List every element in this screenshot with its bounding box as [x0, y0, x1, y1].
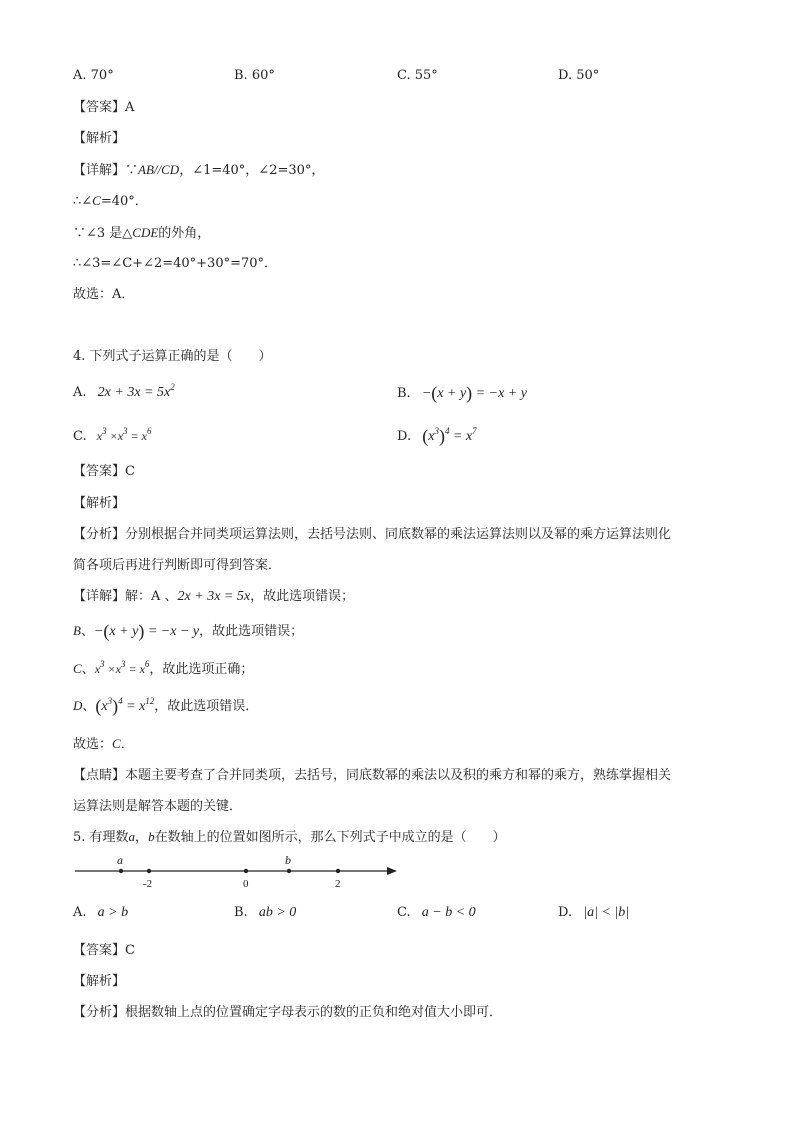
- label-0: 0: [243, 878, 249, 890]
- label-2: 2: [335, 878, 341, 890]
- q5-stem-mid: ，: [135, 830, 149, 845]
- q3-answer: 【答案】A: [73, 100, 135, 115]
- tick-0-dot: [244, 869, 248, 873]
- q4-choose-prefix: 故选：: [73, 737, 113, 752]
- q5-option-c-label: C.: [397, 905, 411, 920]
- q5-option-a-expr: a > b: [97, 905, 129, 920]
- q4-detail-c: C、$x^3 \times x^3 = x^6$，故此选项正确；: [73, 659, 254, 677]
- q4-option-c-expr: $x^3 \times x^3 = x^6$: [96, 426, 152, 443]
- q4-option-b-expr: −(x + y) = −x + y: [414, 383, 527, 403]
- q3-option-c: C. 55°: [397, 68, 438, 83]
- q4-detail-c-expr: $x^3 \times x^3 = x^6$: [94, 659, 150, 676]
- q4-choose: [73, 735, 134, 754]
- q4-option-d-expr: $(x^3)^4 = x^7$: [422, 426, 477, 446]
- q4-fenxi-line2: 简各项后再进行判断即可得到答案．: [73, 558, 282, 573]
- q3-analysis-heading: 【解析】: [73, 131, 126, 146]
- q3-step3-cde: CDE: [132, 225, 159, 240]
- q4-detail-d: D、$(x^3)^4 = x^{12}$，故此选项错误．: [73, 696, 259, 716]
- q4-fenxi-line1: 【分析】分别根据合并同类项运算法则，去括号法则、同底数幂的乘法运算法则以及幂的乘方运算法则化: [73, 527, 672, 542]
- q3-choose: 故选：A．: [73, 287, 135, 302]
- q5-option-c-expr: a − b < 0: [421, 905, 476, 920]
- q4-detail-b: B、−(x + y) = −x − y，故此选项错误；: [73, 621, 304, 641]
- q3-step3-prefix: ∵∠3 是△: [73, 226, 133, 241]
- q5-analysis-heading: 【解析】: [73, 974, 126, 989]
- q4-option-c: [73, 427, 151, 446]
- q3-detail-cd: CD: [161, 162, 180, 177]
- q5-option-a-label: A.: [73, 905, 87, 920]
- q5-option-a: [73, 904, 128, 922]
- q5-stem-a: a: [128, 829, 136, 844]
- number-line: [73, 852, 403, 892]
- q4-dianjing-line2: 运算法则是解答本题的关键．: [73, 799, 243, 814]
- tick-2-dot: [336, 869, 340, 873]
- q5-stem: [73, 828, 506, 847]
- point-b: [287, 869, 291, 873]
- q5-option-b: [234, 904, 296, 922]
- q4-detail-a-expr: 2x + 3x = 5x: [177, 589, 251, 604]
- q4-stem: 4. 下列式子运算正确的是（ ）: [73, 349, 272, 364]
- q4-option-d: [397, 427, 477, 446]
- q4-choose-c: C: [112, 736, 121, 751]
- q4-option-c-label: C.: [73, 429, 87, 444]
- q3-detail-line: [73, 161, 324, 180]
- q3-option-a: A. 70°: [73, 68, 114, 83]
- q4-detail-b-expr: −(x + y) = −x − y: [93, 621, 200, 641]
- q3-detail-angles: ，∠1=40°，∠2=30°，: [179, 163, 325, 178]
- q4-option-a: [73, 384, 175, 402]
- q4-detail-c-suffix: ，故此选项正确；: [149, 662, 254, 677]
- q4-option-a-expr: $2x + 3x = 5x^2$: [90, 382, 175, 400]
- q4-option-a-label: A.: [73, 385, 87, 400]
- q4-choose-suffix: ．: [120, 737, 134, 752]
- q5-stem-prefix: 5. 有理数: [73, 830, 129, 845]
- q5-option-d-label: D.: [558, 905, 573, 920]
- point-a: [119, 869, 123, 873]
- q4-dianjing-line1: 【点睛】本题主要考查了合并同类项，去括号，同底数幂的乘法以及积的乘方和幂的乘方，熟练掌握相关: [73, 768, 672, 783]
- q3-option-b: B. 60°: [234, 68, 275, 83]
- q5-option-d-expr: |a| < |b|: [576, 905, 630, 920]
- q4-detail-prefix: 【详解】解：A 、: [73, 589, 178, 604]
- q4-detail-d-suffix: ，故此选项错误．: [154, 699, 259, 714]
- q4-detail-b-suffix: ，故此选项错误；: [199, 624, 304, 639]
- q4-detail-d-label: D: [73, 698, 83, 713]
- q5-answer: 【答案】C: [73, 943, 135, 958]
- q4-option-b: [397, 384, 527, 403]
- q4-detail-c-label: C: [73, 661, 82, 676]
- q4-detail-b-label: B: [73, 623, 81, 638]
- q5-option-b-expr: ab > 0: [258, 905, 297, 920]
- q3-detail-ab: AB: [138, 162, 154, 177]
- q3-step4: ∴∠3=∠C+∠2=40°+30°=70°．: [73, 256, 278, 271]
- label-neg2: -2: [143, 878, 153, 890]
- q4-option-d-label: D.: [397, 429, 412, 444]
- q5-option-b-label: B.: [234, 905, 248, 920]
- q4-option-b-label: B.: [397, 386, 411, 401]
- q3-detail-prefix: 【详解】∵: [73, 163, 139, 178]
- q3-option-d: D. 50°: [558, 68, 600, 83]
- q4-detail-a: [73, 588, 354, 606]
- q3-step2-suffix: =40°．: [100, 194, 148, 209]
- q3-step2-c: C: [92, 193, 101, 208]
- q5-option-c: [397, 904, 476, 922]
- q5-stem-b: b: [148, 829, 155, 844]
- q3-step3-suffix: 的外角，: [158, 226, 211, 241]
- q3-step2: [73, 192, 148, 211]
- q4-answer: 【答案】C: [73, 464, 135, 479]
- q4-analysis-heading: 【解析】: [73, 496, 126, 511]
- q4-detail-a-suffix: ，故此选项错误；: [250, 589, 355, 604]
- q4-detail-d-expr: $(x^3)^4 = x^{12}$: [95, 696, 155, 716]
- tick-neg2-dot: [147, 869, 151, 873]
- number-line-arrow: [387, 867, 397, 875]
- q5-fenxi: 【分析】根据数轴上点的位置确定字母表示的数的正负和绝对值大小即可．: [73, 1005, 503, 1020]
- label-b: b: [285, 853, 291, 867]
- q5-option-d: [558, 904, 629, 922]
- q3-detail-parallel: //: [153, 162, 162, 177]
- q3-step2-prefix: ∴∠: [73, 194, 93, 209]
- label-a: a: [117, 853, 123, 867]
- q3-step3: [73, 224, 210, 243]
- q5-stem-suffix: 在数轴上的位置如图所示，那么下列式子中成立的是（ ）: [154, 830, 506, 845]
